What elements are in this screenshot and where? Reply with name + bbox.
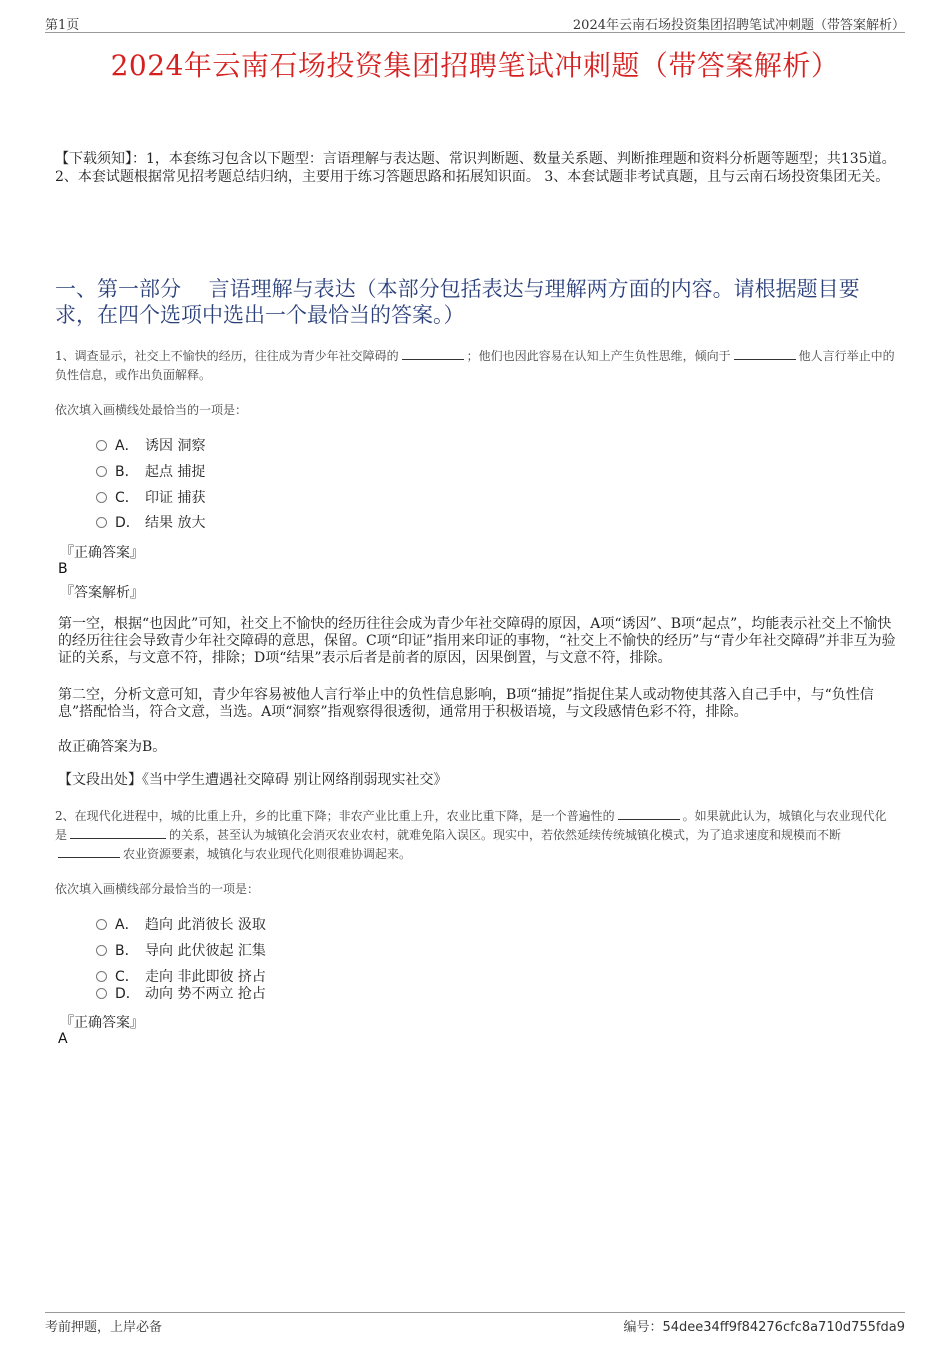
q2-option-d[interactable]: D． 动向 势不两立 抢占 <box>96 984 266 1004</box>
page-footer <box>45 1312 905 1335</box>
radio-icon[interactable] <box>96 440 107 451</box>
q2-option-c[interactable]: C． 走向 非此即彼 挤占 <box>96 967 266 987</box>
section-title: 一、第一部分 言语理解与表达（本部分包括表达与理解两方面的内容。请根据题目要求，在四个选项中选出一个最恰当的答案。） <box>55 277 860 327</box>
q1-option-b[interactable]: B． 起点 捕捉 <box>96 462 205 482</box>
q1-analysis-label: 『答案解析』 <box>60 585 144 601</box>
q1-option-d[interactable]: D． 结果 放大 <box>96 513 205 533</box>
question-1-stem <box>55 347 898 385</box>
q2-stem-part-b: 。如果就此认为，城镇化与农业现代化是 <box>55 809 887 842</box>
q2-answer: A <box>58 1031 68 1047</box>
radio-icon[interactable] <box>96 971 107 982</box>
q1-option-a[interactable]: A． 诱因 洞察 <box>96 436 205 456</box>
q2-stem-part-a: 2、在现代化进程中，城的比重上升，乡的比重下降；非农产业比重上升，农业比重下降，是一个普遍性的 <box>55 809 615 823</box>
footer-doc-id: 编号：54dee34ff9f84276cfc8a710d755fda9 <box>623 1320 905 1335</box>
document-title: 2024年云南石场投资集团招聘笔试冲刺题（带答案解析） <box>110 49 840 82</box>
download-notice: 【下载须知】：1，本套练习包含以下题型：言语理解与表达题、常识判断题、数量关系题、判断推理题和资料分析题等题型；共135道。 2、本套试题根据常见招考题总结归纳，主要用于练习答题思路和拓展知识面。 3、本套试题非考试真题，且与云南石场投资集团无关。 <box>55 151 896 185</box>
page-number: 第1页 <box>45 18 80 33</box>
radio-icon[interactable] <box>96 988 107 999</box>
q1-source: 【文段出处】《当中学生遭遇社交障碍 别让网络削弱现实社交》 <box>58 772 448 788</box>
q1-stem-part-c: 他人言行举止中的负性信息，或作出负面解释。 <box>55 349 895 382</box>
page-header <box>45 12 905 33</box>
q1-analysis-paragraph-1: 第一空，根据“也因此”可知，社交上不愉快的经历往往会成为青少年社交障碍的原因，A项“诱因”、B项“起点”，均能表示社交上不愉快的经历往往会导致青少年社交障碍的意思，保留。C项“印证”指用来印证的事物，“社交上不愉快的经历”与“青少年社交障碍”并非互为验证的关系，与文意不符，排除；D项“结果”表示后者是前者的原因，因果倒置，与文意不符，排除。 <box>58 616 896 666</box>
footer-slogan: 考前押题，上岸必备 <box>45 1320 163 1335</box>
radio-icon[interactable] <box>96 945 107 956</box>
q2-option-a[interactable]: A． 趋向 此消彼长 汲取 <box>96 915 266 935</box>
q2-option-b[interactable]: B． 导向 此伏彼起 汇集 <box>96 941 266 961</box>
fill-blank <box>402 347 464 360</box>
q2-stem-part-d: 农业资源要素，城镇化与农业现代化则很难协调起来。 <box>123 847 412 861</box>
q1-answer: B <box>58 561 68 577</box>
question-2-stem <box>55 807 898 864</box>
q2-stem-part-c: 的关系，甚至认为城镇化会消灭农业农村，就难免陷入误区。现实中，若依然延续传统城镇化模式，为了追求速度和规模而不断 <box>169 828 842 842</box>
q2-answer-label: 『正确答案』 <box>60 1015 144 1031</box>
radio-icon[interactable] <box>96 466 107 477</box>
q1-answer-label: 『正确答案』 <box>60 545 144 561</box>
q1-analysis-paragraph-2: 第二空，分析文意可知，青少年容易被他人言行举止中的负性信息影响，B项“捕捉”指捉住某人或动物使其落入自己手中，与“负性信息”搭配恰当，符合文意，当选。A项“洞察”指观察得很透彻，通常用于积极语境，与文段感情色彩不符，排除。 <box>58 687 874 720</box>
radio-icon[interactable] <box>96 919 107 930</box>
fill-blank <box>58 845 120 858</box>
fill-blank <box>734 347 796 360</box>
q1-option-c[interactable]: C． 印证 捕获 <box>96 488 205 508</box>
fill-blank <box>70 826 166 839</box>
radio-icon[interactable] <box>96 517 107 528</box>
fill-blank <box>618 807 680 820</box>
radio-icon[interactable] <box>96 492 107 503</box>
q1-stem-part-b: ；他们也因此容易在认知上产生负性思维，倾向于 <box>466 349 731 363</box>
q1-stem-part-a: 1、调查显示，社交上不愉快的经历，往往成为青少年社交障碍的 <box>55 349 399 363</box>
q1-instruction: 依次填入画横线处最恰当的一项是： <box>55 403 248 417</box>
header-doc-title: 2024年云南石场投资集团招聘笔试冲刺题（带答案解析） <box>572 18 905 33</box>
q1-analysis-conclusion: 故正确答案为B。 <box>58 739 167 755</box>
q2-instruction: 依次填入画横线部分最恰当的一项是： <box>55 882 260 896</box>
